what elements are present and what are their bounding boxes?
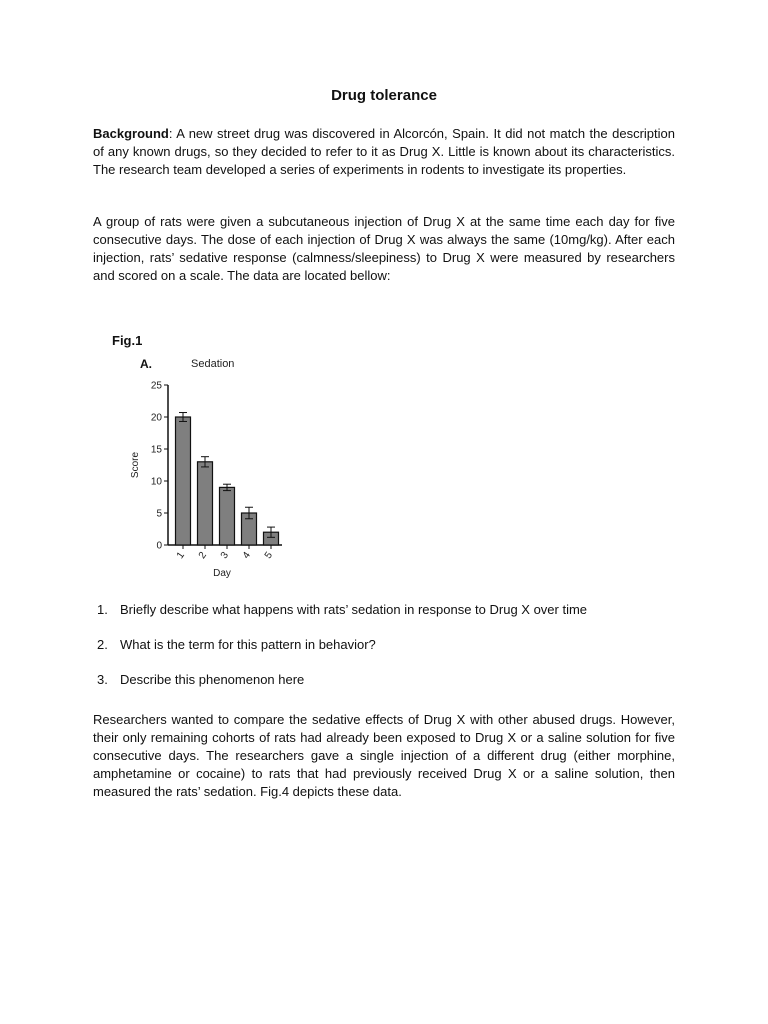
y-axis-label: Score — [130, 451, 141, 479]
question-text: Briefly describe what happens with rats’ sedation in response to Drug X over time — [120, 602, 588, 617]
x-tick-label: 4 — [240, 550, 254, 561]
figure-label: Fig.1 — [112, 333, 143, 348]
comparison-paragraph: Researchers wanted to compare the sedative effects of Drug X with other abused drugs. However, their only remaining cohorts of rats had already been exposed to Drug X or a saline solution for five consecutive days. The researchers gave a single injection of a different drug (either morphine, amphetamine or cocaine) to rats that had previously received Drug X or a saline solution, then measured the rats’ sedation. Fig.4 depicts these data. — [93, 712, 675, 799]
background-paragraph — [93, 125, 675, 179]
x-tick-label: 2 — [196, 550, 210, 561]
y-tick-label: 15 — [150, 444, 162, 456]
y-tick-label: 20 — [150, 412, 162, 424]
y-tick-label: 25 — [150, 380, 162, 392]
method-paragraph: A group of rats were given a subcutaneous injection of Drug X at the same time each day for five consecutive days. The dose of each injection of Drug X was always the same (10mg/kg). After each injection, rats’ sedative response (calmness/sleepiness) to Drug X were measured by researchers and scored on a scale. The data are located bellow: — [93, 214, 675, 283]
question-number: 1. — [97, 602, 108, 617]
page-title: Drug tolerance — [331, 87, 437, 104]
y-tick-label: 5 — [156, 508, 162, 520]
bar-day-1 — [176, 417, 191, 545]
chart-title: Sedation — [191, 358, 235, 370]
figure-1 — [100, 325, 300, 585]
y-tick-label: 10 — [150, 476, 162, 488]
bar-day-3 — [220, 487, 235, 545]
question-list — [97, 601, 677, 706]
question-item — [97, 671, 677, 689]
x-tick-label: 5 — [262, 550, 276, 561]
panel-label: A. — [140, 357, 152, 371]
x-tick-label: 1 — [174, 550, 188, 561]
question-item — [97, 601, 677, 619]
sedation-bar-chart — [100, 325, 300, 585]
question-number: 3. — [97, 672, 108, 687]
question-text: Describe this phenomenon here — [120, 672, 305, 687]
question-number: 2. — [97, 637, 108, 652]
background-text: : A new street drug was discovered in Alcorcón, Spain. It did not match the description of any known drugs, so they decided to refer to it as Drug X. Little is known about its characteristics. The research team developed a series of experiments in rodents to investigate its properties. — [93, 126, 675, 177]
background-label: Background — [93, 126, 169, 141]
x-tick-label: 3 — [218, 550, 232, 561]
y-tick-label: 0 — [156, 540, 162, 552]
question-item — [97, 636, 677, 654]
question-text: What is the term for this pattern in behavior? — [120, 637, 376, 652]
bar-day-2 — [198, 462, 213, 545]
x-axis-label: Day — [213, 568, 231, 579]
